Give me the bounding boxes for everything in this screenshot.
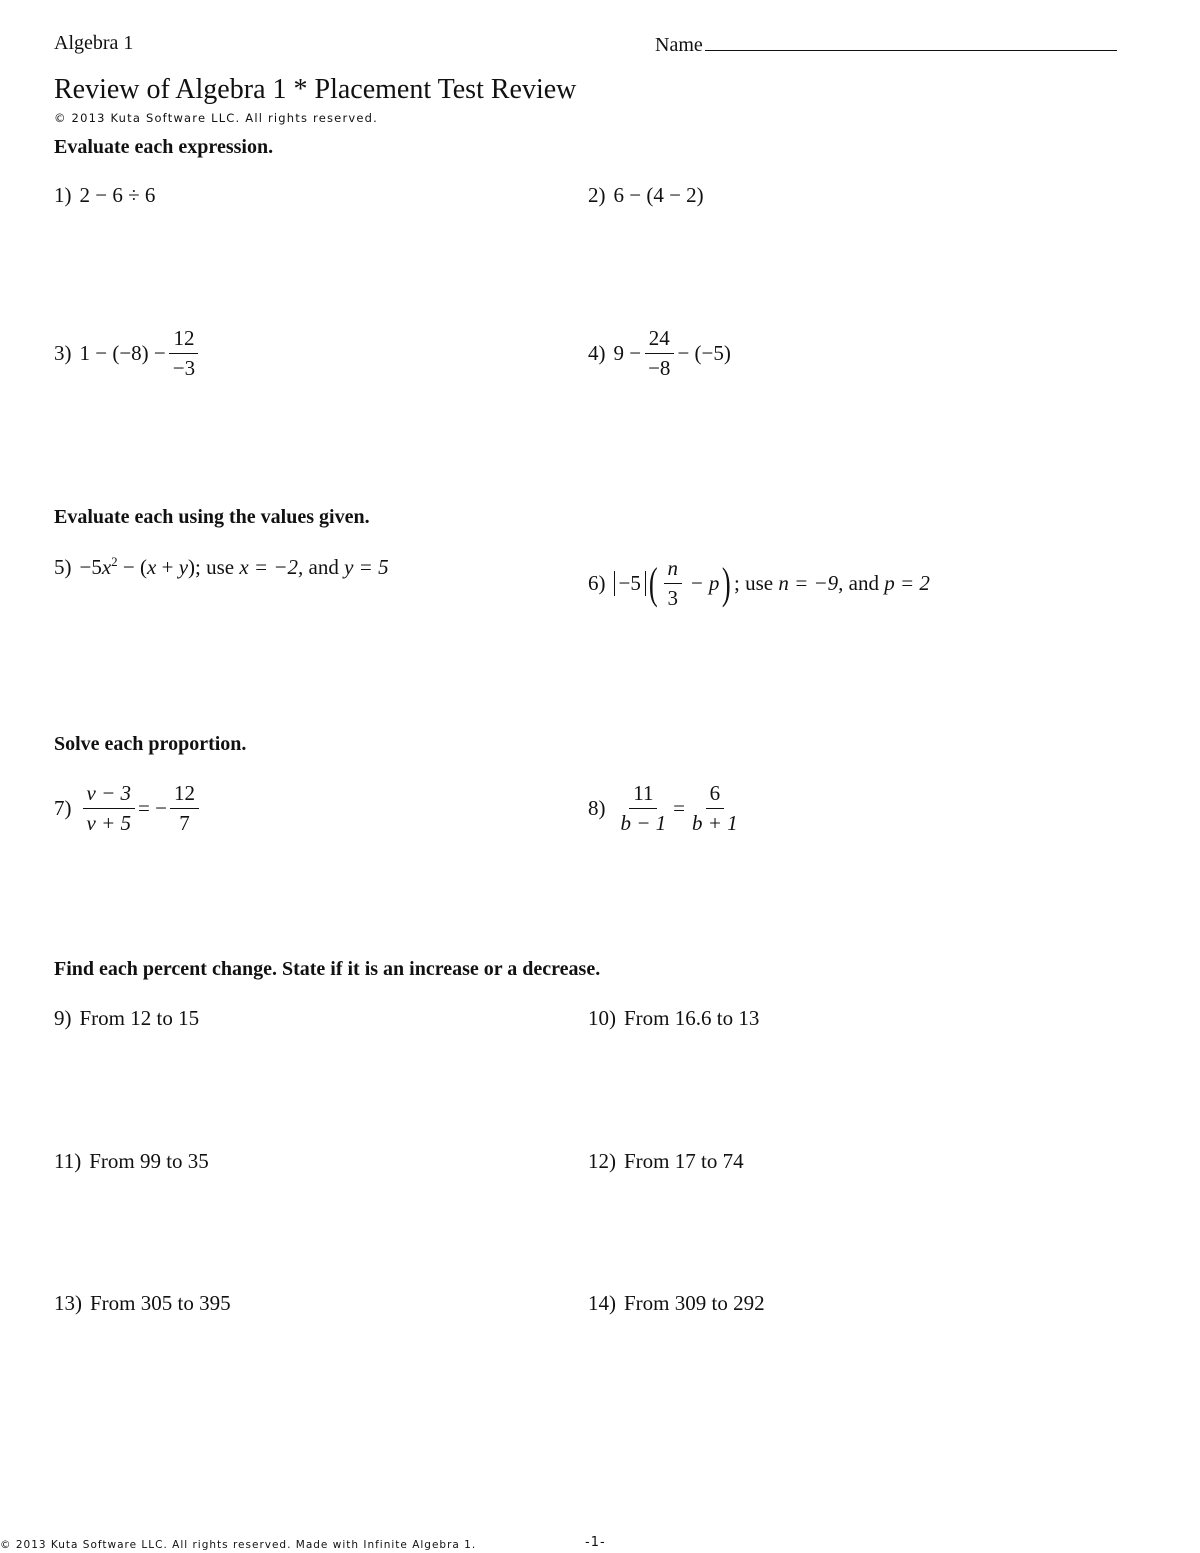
fraction [664,556,683,611]
problem-number: 2) [588,183,606,207]
problem-11 [54,1149,209,1174]
close-paren: ); [188,555,201,579]
section-heading-percent-change: Find each percent change. State if it is an increase or a decrease. [54,958,601,980]
variable-x: x [147,555,157,579]
numerator: 6 [706,781,725,809]
problem-8 [588,781,745,836]
denominator: v + 5 [86,811,131,836]
expression-lead: 9 − [613,341,642,366]
problem-number: 9) [54,1006,72,1030]
section-heading-evaluate-expression: Evaluate each expression. [54,136,274,158]
problem-9 [54,1006,199,1031]
right-fraction [170,781,199,836]
variable-x: x [101,555,112,579]
problem-10 [588,1006,759,1031]
problem-number: 1) [54,183,72,207]
problem-number: 10) [588,1006,616,1030]
worksheet-title: Review of Algebra 1 * Placement Test Review [54,74,577,105]
problem-2 [588,183,704,208]
problem-number: 3) [54,341,72,366]
problem-number: 13) [54,1291,82,1315]
numerator: 12 [169,326,198,354]
variable-p: p [708,571,720,596]
problem-text: From 309 to 292 [624,1291,765,1315]
numerator: 24 [645,326,674,354]
minus: − [691,571,703,596]
problem-number: 6) [588,571,606,596]
copyright-notice: © 2013 Kuta Software LLC. All rights reserved. [54,111,379,125]
assignment-p: p = 2 [884,571,930,596]
and-word: and [308,555,339,579]
problem-number: 11) [54,1149,82,1173]
name-label: Name [655,34,703,56]
problem-13 [54,1291,231,1316]
expression-tail: − (−5) [677,341,731,366]
problem-number: 12) [588,1149,616,1173]
fraction [169,326,199,381]
denominator: 7 [179,811,190,836]
problem-5 [54,554,389,580]
problem-number: 7) [54,796,72,821]
problem-text: From 17 to 74 [624,1149,744,1173]
denominator: −8 [648,356,671,381]
plus: + [161,555,174,579]
absolute-value: −5 [614,571,646,596]
problem-text: From 16.6 to 13 [624,1006,760,1030]
problem-6 [588,556,930,611]
problem-3 [54,326,202,381]
section-heading-evaluate-values: Evaluate each using the values given. [54,506,370,528]
denominator: 3 [667,586,678,611]
denominator: b + 1 [692,811,738,836]
problem-4 [588,326,731,381]
numerator: 12 [170,781,199,809]
numerator: n [664,556,683,584]
numerator: 11 [629,781,657,809]
and-word: and [848,571,879,596]
problem-1 [54,183,155,208]
problem-12 [588,1149,744,1174]
problem-text: From 99 to 35 [89,1149,209,1173]
name-field [655,32,1117,57]
name-blank-line [705,32,1117,51]
fraction [644,326,674,381]
equals: = [673,796,686,821]
numerator: v − 3 [83,781,136,809]
problem-number: 4) [588,341,606,366]
assignment-x: x = −2, [239,555,304,579]
section-heading-proportion: Solve each proportion. [54,733,247,755]
open-paren: ( [648,558,658,608]
page-number: -1- [585,1535,606,1550]
left-fraction [617,781,671,836]
variable-y: y [178,555,189,579]
expression: 2 − 6 ÷ 6 [79,183,156,207]
expression-lead: 1 − (−8) − [79,341,166,366]
problem-text: From 12 to 15 [79,1006,200,1030]
assignment-n: n = −9, [778,571,844,596]
left-fraction [83,781,136,836]
use-word: ; use [734,571,774,596]
right-fraction [688,781,742,836]
problem-text: From 305 to 395 [90,1291,231,1315]
problem-number: 8) [588,796,606,821]
problem-7 [54,781,202,836]
problem-14 [588,1291,765,1316]
operator: − ( [122,555,148,579]
assignment-y: y = 5 [344,555,389,579]
denominator: b − 1 [620,811,667,836]
expression: 6 − (4 − 2) [613,183,704,207]
course-name: Algebra 1 [54,32,134,54]
coefficient: −5 [79,555,102,579]
problem-number: 5) [54,555,72,579]
equals: = − [138,796,167,821]
close-paren: ) [722,558,732,608]
denominator: −3 [172,356,196,381]
exponent: 2 [111,554,118,569]
problem-number: 14) [588,1291,616,1315]
use-word: use [206,555,235,579]
footer-copyright: © 2013 Kuta Software LLC. All rights reserved. Made with Infinite Algebra 1. [0,1539,477,1551]
